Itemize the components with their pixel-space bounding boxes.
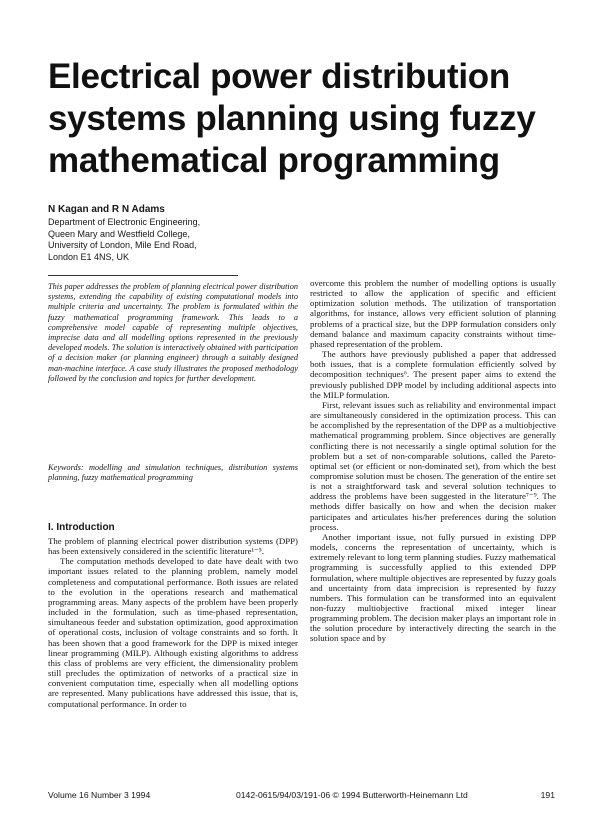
affiliation-line: London E1 4NS, UK bbox=[48, 252, 130, 263]
affiliation-line: Department of Electronic Engineering, bbox=[48, 217, 201, 227]
journal-volume: Volume 16 Number 3 1994 bbox=[48, 790, 151, 800]
paragraph: overcome this problem the number of modelling options is usually restricted to allow the application of specific and efficient optimization solution methods. The utilization of transportation algorithms, for instance, allows very efficient solution of planning problems of a practical size, but the DPP formulation considers only demand balance and maximum capacity constraints without time-phased representation of the problem. bbox=[310, 278, 556, 349]
paragraph: First, relevant issues such as reliability and environmental impact are simultaneously considered in the optimization process. This can be accomplished by the representation of the DPP as a multiobjective mathematical programming problem. Since objectives are generally conflicting there is not necessarily a single optimal solution for the problem but a set of non-comparable solutions, called the Pareto-optimal set (or efficient or non-dominated set), from which the best compromise solution must be chosen. The generation of the entire set is not a straightforward task and several solution techniques to address the problems have been suggested in the literature⁷⁻⁹. The methods differ basically on how and when the decision maker participates and articulates his/her preferences during the solution process. bbox=[310, 399, 556, 532]
section-heading: I. Introduction bbox=[48, 522, 115, 533]
paragraph: The computation methods developed to date have dealt with two important issues related to the planning problem, namely model completeness and computational performance. Both issues are related to the evolution in the operations research and mathematical programming areas. Many aspects of the problem have been properly included in the formulation, such as time-phased representation, simultaneous feeder and substation optimization, good approximation of operational costs, inclusion of voltage constraints and so forth. It has been shown that a good framework for the DPP is mixed integer linear programming (MILP). Although existing algorithms to address this class of problems are very efficient, the dimensionality problem still precludes the optimization of networks of a practical size in convenient computation time, especially when all modelling options are represented. Many publications have addressed this issue, that is, computational performance. In order to bbox=[48, 556, 298, 709]
paragraph: The authors have previously published a paper that addressed both issues, that is a complete formulation efficiently solved by decomposition techniques⁶. The present paper aims to extend the previously published DPP model by including additional aspects into the MILP formulation. bbox=[310, 349, 556, 400]
right-column-body bbox=[310, 278, 556, 644]
left-column-body bbox=[48, 536, 298, 709]
page-number: 191 bbox=[540, 790, 555, 800]
affiliation-line: Queen Mary and Westfield College, bbox=[48, 228, 190, 239]
paragraph: Another important issue, not fully pursued in existing DPP models, concerns the representation of uncertainty, which is extremely relevant to long term planning studies. Fuzzy mathematical programming is successfully applied to this extended DPP formulation, where multiple objectives are represented by fuzzy goals and uncertainty from data imprecision is represented by fuzzy numbers. This formulation can be transformed into an equivalent non-fuzzy multiobjective fractional mixed integer linear programming problem. The decision maker plays an important role in the solution procedure by interactively directing the search in the solution space and by bbox=[310, 531, 556, 644]
authors: N Kagan and R N Adams bbox=[48, 204, 165, 215]
affiliation-line: University of London, Mile End Road, bbox=[48, 240, 197, 251]
article-title bbox=[48, 56, 568, 182]
title-line: mathematical programming bbox=[48, 141, 500, 180]
affiliation bbox=[48, 217, 278, 264]
keywords: Keywords: modelling and simulation techniques, distribution systems planning, fuzzy mathematical programming bbox=[48, 463, 298, 483]
page-footer bbox=[48, 789, 555, 801]
copyright-line: 0142-0615/94/03/191-06 © 1994 Butterworth-Heinemann Ltd bbox=[236, 790, 468, 800]
paragraph: The problem of planning electrical power distribution systems (DPP) has been extensively considered in the scientific literature¹⁻⁵. bbox=[48, 536, 298, 557]
abstract: This paper addresses the problem of planning electrical power distribution systems, extending the capability of existing computational models into multiple criteria and uncertainty. The problem is formulated within the fuzzy mathematical programming framework. This leads to a comprehensive model capable of representing multiple objectives, imprecise data and all modelling options represented in the previously developed models. The solution is interactively obtained with participation of a decision maker (or planning engineer) through a suitably designed man-machine interface. A case study illustrates the proposed methodology followed by the conclusion and topics for further development. bbox=[48, 282, 298, 383]
abstract-divider bbox=[48, 275, 238, 276]
title-line: Electrical power distribution bbox=[48, 57, 510, 96]
title-line: systems planning using fuzzy bbox=[48, 99, 536, 138]
